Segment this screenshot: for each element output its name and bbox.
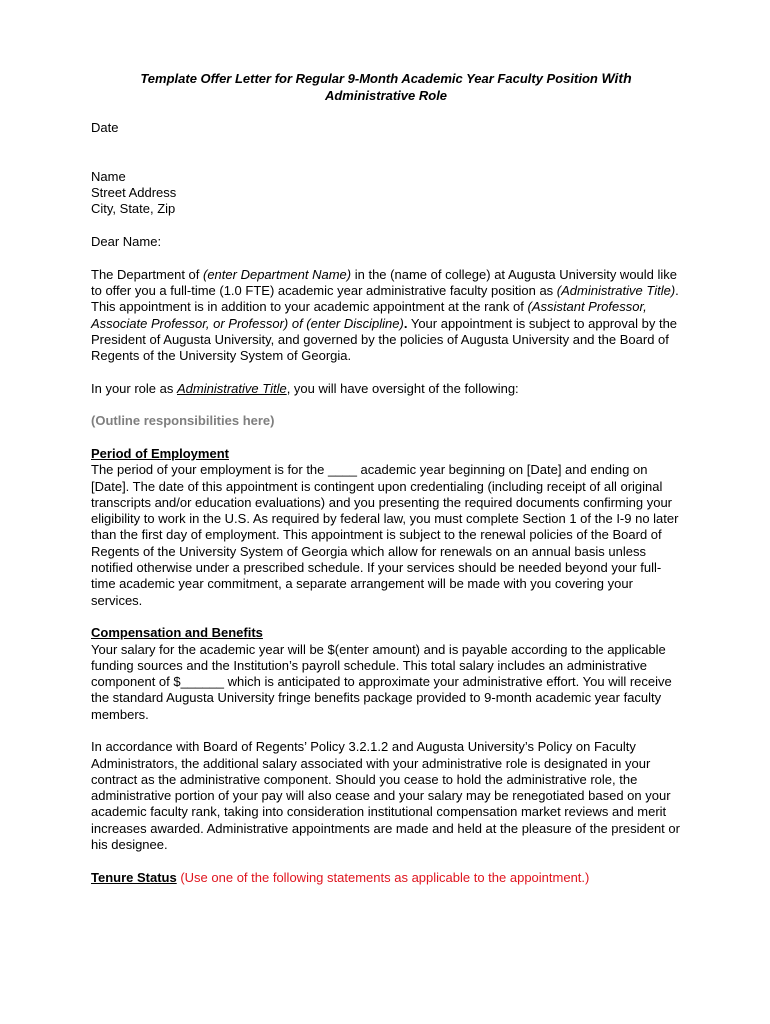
period-heading: Period of Employment bbox=[91, 445, 229, 461]
role-paragraph bbox=[91, 381, 681, 397]
recipient-city: City, State, Zip bbox=[91, 201, 176, 217]
intro-text-2: in the (name of college) at Augusta University would like to offer you a full-time (1.0 FTE) academic year administrative faculty position as bbox=[91, 266, 678, 298]
intro-text-3: . This appointment is in addition to your academic appointment at the rank of bbox=[91, 282, 679, 315]
compensation-heading: Compensation and Benefits bbox=[91, 625, 263, 641]
role-admin-title: Administrative Title bbox=[177, 380, 287, 396]
salutation: Dear Name: bbox=[91, 234, 162, 250]
recipient-address bbox=[91, 169, 681, 218]
intro-text-1: The Department of bbox=[91, 266, 203, 282]
policy-paragraph: In accordance with Board of Regents’ Policy 3.2.1.2 and Augusta University’s Policy on Faculty Administrators, the additional salary associated with your administrative role is designated in your contract as the administrative component. Should you cease to hold the administrative role, the administrative portion of your pay will also cease and your salary may be renegotiated based on your academic faculty rank, taking into consideration institutional compensation market reviews and merit increases awarded. Administrative appointments are made and held at the pleasure of the president or his designee. bbox=[91, 739, 680, 853]
intro-paragraph bbox=[91, 267, 681, 365]
intro-rank-placeholder: (Assistant Professor, Associate Professor, or Professor) of (enter Discipline) bbox=[91, 299, 647, 331]
title-part-1: Template Offer Letter for Regular 9-Month Academic Year Faculty Position bbox=[140, 71, 602, 86]
intro-dept-placeholder: (enter Department Name) bbox=[203, 266, 352, 282]
recipient-street: Street Address bbox=[91, 185, 177, 201]
recipient-name: Name bbox=[91, 168, 126, 184]
intro-period: . bbox=[403, 315, 408, 331]
tenure-line bbox=[91, 870, 681, 886]
compensation-paragraph: Your salary for the academic year will be $(enter amount) and is payable according to the applicable funding sources and the Institution’s payroll schedule. This total salary includes an administrative component of $______ which is anticipated to approximate your administrative effort. You will receive the standard Augusta University fringe benefits package provided to 9-month academic year faculty members. bbox=[91, 641, 672, 722]
period-paragraph: The period of your employment is for the ____ academic year beginning on [Date] and ending on [Date]. The date of this appointment is contingent upon credentialing (including receipt of all original transcripts and/or education evaluations) and you presenting the required documents confirming your eligibility to work in the U.S. As required by federal law, you must complete Section 1 of the I-9 no later than the first day of employment. This appointment is subject to the renewal policies of the Board of Regents of the University System of Georgia which allow for renewals on an annual basis unless notified otherwise under a prescribed schedule. If your services should be needed beyond your full-time academic year commitment, a separate arrangement will be made with you covering your services. bbox=[91, 462, 679, 608]
date-line: Date bbox=[91, 120, 119, 135]
title-with: With bbox=[601, 70, 632, 86]
intro-admin-title-placeholder: (Administrative Title) bbox=[556, 282, 676, 298]
role-text-2: , you will have oversight of the following: bbox=[286, 380, 519, 396]
letter-body bbox=[91, 70, 681, 886]
tenure-heading: Tenure Status bbox=[91, 869, 177, 885]
document-title bbox=[91, 70, 681, 104]
tenure-note: (Use one of the following statements as applicable to the appointment.) bbox=[176, 869, 590, 885]
intro-text-5: Your appointment is subject to approval by the President of Augusta University, and governed by the policies of Augusta University and the Board of Regents of the University System of Georgia. bbox=[91, 315, 678, 364]
title-part-2: Administrative Role bbox=[324, 88, 448, 103]
responsibilities-placeholder: (Outline responsibilities here) bbox=[91, 413, 275, 429]
role-text-1: In your role as bbox=[91, 380, 177, 396]
